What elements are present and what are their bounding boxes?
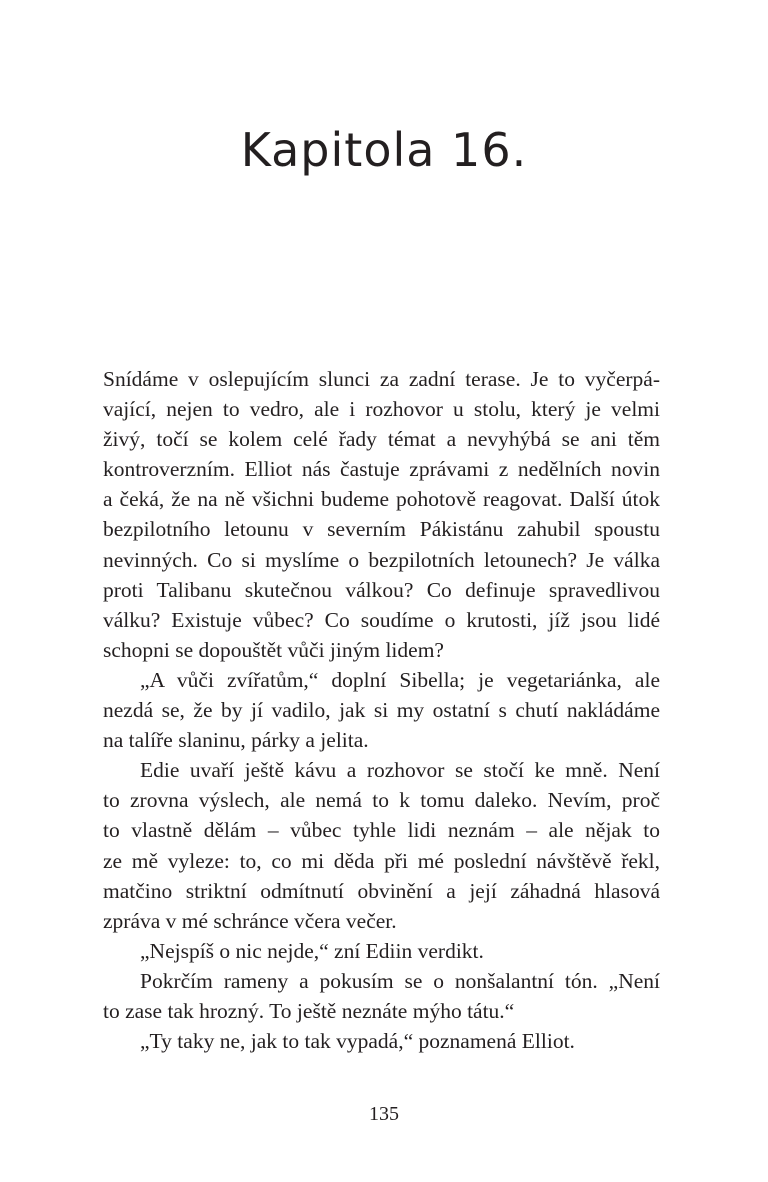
text-line: to zrovna výslech, ale nemá to k tomu daleko. Nevím, proč [103, 788, 660, 813]
text-line: nezdá se, že by jí vadilo, jak si my ostatní s chutí nakládáme [103, 698, 660, 723]
text-line: proti Talibanu skutečnou válkou? Co definuje spravedlivou [103, 577, 660, 602]
text-line: Edie uvaří ještě kávu a rozhovor se stočí ke mně. Není [140, 758, 660, 783]
text-line: to vlastně dělám – vůbec tyhle lidi neznám – ale nějak to [103, 818, 660, 843]
text-line: schopni se dopouštět vůči jiným lidem? [103, 637, 444, 662]
text-line: to zase tak hrozný. To ještě neznáte mýho tátu.“ [103, 998, 515, 1023]
text-line: „A vůči zvířatům,“ doplní Sibella; je vegetariánka, ale [140, 667, 660, 692]
page-number: 135 [369, 1103, 399, 1125]
text-line: vající, nejen to vedro, ale i rozhovor u stolu, který je velmi [103, 397, 660, 422]
text-line: živý, točí se kolem celé řady témat a nevyhýbá se ani těm [103, 427, 660, 452]
text-line: zpráva v mé schránce včera večer. [103, 908, 397, 933]
chapter-title: Kapitola 16. [240, 122, 528, 177]
text-line: a čeká, že na ně všichni budeme pohotově reagovat. Další útok [103, 487, 660, 512]
text-line: Pokrčím rameny a pokusím se o nonšalantní tón. „Není [140, 968, 660, 993]
text-line: „Nejspíš o nic nejde,“ zní Ediin verdikt. [140, 938, 484, 963]
body-text [103, 364, 660, 1056]
text-line: „Ty taky ne, jak to tak vypadá,“ poznamená Elliot. [140, 1029, 575, 1054]
text-line: matčino striktní odmítnutí obvinění a její záhadná hlasová [103, 878, 660, 903]
text-line: Snídáme v oslepujícím slunci za zadní terase. Je to vyčerpá- [103, 367, 660, 391]
text-line: ze mě vyleze: to, co mi děda při mé poslední návštěvě řekl, [103, 848, 660, 873]
text-line: kontroverzním. Elliot nás častuje zprávami z nedělních novin [103, 457, 660, 482]
text-line: válku? Existuje vůbec? Co soudíme o krutosti, jíž jsou lidé [103, 607, 660, 632]
text-line: bezpilotního letounu v severním Pákistánu zahubil spoustu [103, 517, 660, 542]
text-line: nevinných. Co si myslíme o bezpilotních letounech? Je válka [103, 547, 660, 572]
text-line: na talíře slaninu, párky a jelita. [103, 728, 369, 753]
